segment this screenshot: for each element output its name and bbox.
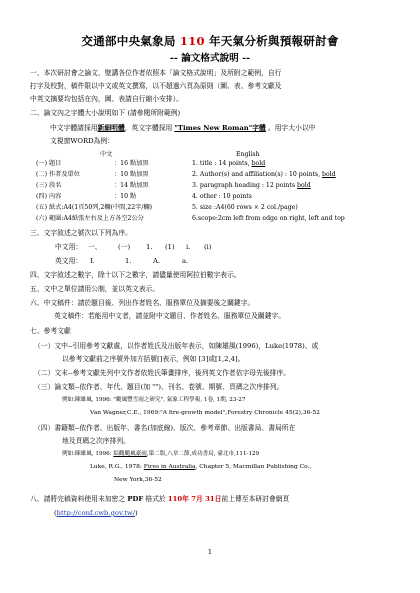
chinese-numbering-item: i. [186,243,191,251]
reference-rule-3: （三）論文類--依作者、年代、題目(加 "")、刊名、卷號、期號、頁碼之次序排列。 [34,383,284,391]
section-6-line-2: 英文稿件：若能用中文者，請並附中文題目、作者姓名、服務單位及關鍵字。 [54,312,286,320]
reference-example-2: Van Wagner,C.E., 1969:"A fire-growth model",Forestry Chronicle 45(2),36-52 [90,410,320,416]
english-numbering-label: 英文用： [55,257,83,265]
section-1-line-3: 中英文摘要均包括在內，圖、表請自行縮小安排）。 [30,95,183,103]
reference-example-5: New York,36-52 [114,477,162,483]
section-7-heading: 七、參考文獻 [30,327,71,335]
reference-rule-4-cont: 地及頁碼之次序排列。 [62,437,130,445]
margin-row-label: (六) 範圍:A4紙張左右及上方各空2公分 [36,215,144,222]
size-row-english: 1. title : 14 points, bold [192,160,266,167]
size-row-english: 4. other : 10 points [192,193,252,200]
size-row-value: ：16 點加黑 [114,160,149,167]
conference-url-line: (http://conf.cwb.gov.tw/) [54,509,138,517]
english-numbering-item: I. [90,257,95,265]
chinese-numbering-item: 1. [146,243,153,251]
margin-row-english: 6.scope:2cm left from edge on right, left and top [192,215,345,222]
chinese-numbering-label: 中文用： [55,243,83,251]
section-2-font-line: 中文字體請採用新細明體，英文字體採用 "Times New Roman"字體 。用字大小以中 [50,124,316,132]
size-row-label: (三) 段名 [36,182,62,189]
chinese-numbering-item: (一) [118,243,131,251]
page-number: 1 [207,548,213,556]
size-row-value: ：10 點加黑 [114,171,149,178]
reference-rule-1: （一）文中--引用參考文獻處，以作者姓氏及出版年表示，如陳雄風(1996)，Luke(1978)、或 [34,342,319,350]
section-2-word-line: 文視窗WORD為例： [50,137,114,145]
pdf-format: PDF [127,495,144,503]
section-2-heading: 二、論文內之字體大小說明如下 (請參閱所附範例) [30,109,181,117]
chinese-numbering-item: 一、 [88,243,102,251]
conference-url-link[interactable]: http://conf.cwb.gov.tw/ [56,509,136,517]
english-numbering-item: a. [182,257,189,265]
page-title: 交通部中央氣象局 110 年天氣分析與預報研討會 [81,34,339,48]
paper-size-row-label: (五) 紙式:A4(1頁50列,2欄(中間,22字/欄) [36,204,153,211]
size-row-english: 3. paragraph heading : 12 points bold [192,182,311,189]
reference-example-4: Luke, R.G., 1978: Fires in Australia, Chapter 5, Macmillan Publishing Co., [90,464,312,470]
size-row-value: ：14 點加黑 [114,182,149,189]
page-subtitle: -- 論文格式說明 -- [169,53,251,64]
section-4: 四、文字敘述之數字，除十以下之數字，請儘量使用阿拉伯數字表示。 [30,271,241,279]
column-header-english: English [236,151,260,158]
english-numbering-item: A. [153,257,161,265]
size-row-label: (二) 作者及單位 [36,171,80,178]
section-3-heading: 三、文字敘述之號次以下列為序。 [30,229,132,237]
chinese-numbering-item: (1) [165,243,175,251]
deadline-date: 110年 7月 31日 [167,495,222,503]
paper-size-row-english: 5. size :A4(60 rows × 2 col./page) [192,204,298,211]
font-name-english: "Times New Roman"字體 [174,124,266,132]
reference-example-3: 例如:陳雄風, 1996: 綜觀颱風豪雨,第二版,八章二節,成功書局, 臺北市,111-129 [62,451,260,457]
reference-rule-2: （二）文末--參考文獻先列中文作者依姓氏筆畫排序，後列英文作者依字母先後排序。 [34,369,291,377]
size-row-label: (四) 內容 [36,193,62,200]
size-row-english: 2. Author(s) and affiliation(s) : 10 points, bold [192,171,336,178]
section-1-line-2: 打字及校對，稿件限以中文或英文撰寫，以不超過六頁為原則（圖、表、參考文獻及 [30,82,282,90]
section-5: 五、文中之單位請用公制，並以英文表示。 [30,285,160,293]
reference-rule-1-cont: 以參考文獻前之序號外加方括號[]表示，例如 [3]或[1,2,4]。 [62,355,245,363]
section-1-line-1: 一、本次研討會之論文、壁講各位作者依照本「論文格式說明」及所附之範例，自行 [30,69,282,77]
font-name-chinese: 新細明體 [97,124,125,132]
english-numbering-item: 1. [125,257,132,265]
title-year: 110 [179,34,205,48]
reference-example-1: 例如:陳雄風, 1996: "颱風豐雪雨之研究", 氣象工程學報, 1卷, 1期, 23-27 [62,397,246,403]
size-row-label: (一) 題目 [36,160,62,167]
size-row-value: ：10 點 [114,193,137,200]
column-header-chinese: 中文 [100,151,113,158]
reference-rule-4: （四）書籍類--依作者、出版年、書名(加底線)、版次、參考章節、出版書局、書局所在 [34,424,296,432]
section-8-line: 八、請將完稿資料使用未加密之 PDF 格式於 110年 7月 31日前上傳至本研討會網頁 [30,495,290,503]
section-6-line-1: 六、中文稿件：請於題目後、列出作者姓名、服務單位及摘要後之關鍵字。 [30,299,255,307]
chinese-numbering-item: (i) [204,243,212,251]
